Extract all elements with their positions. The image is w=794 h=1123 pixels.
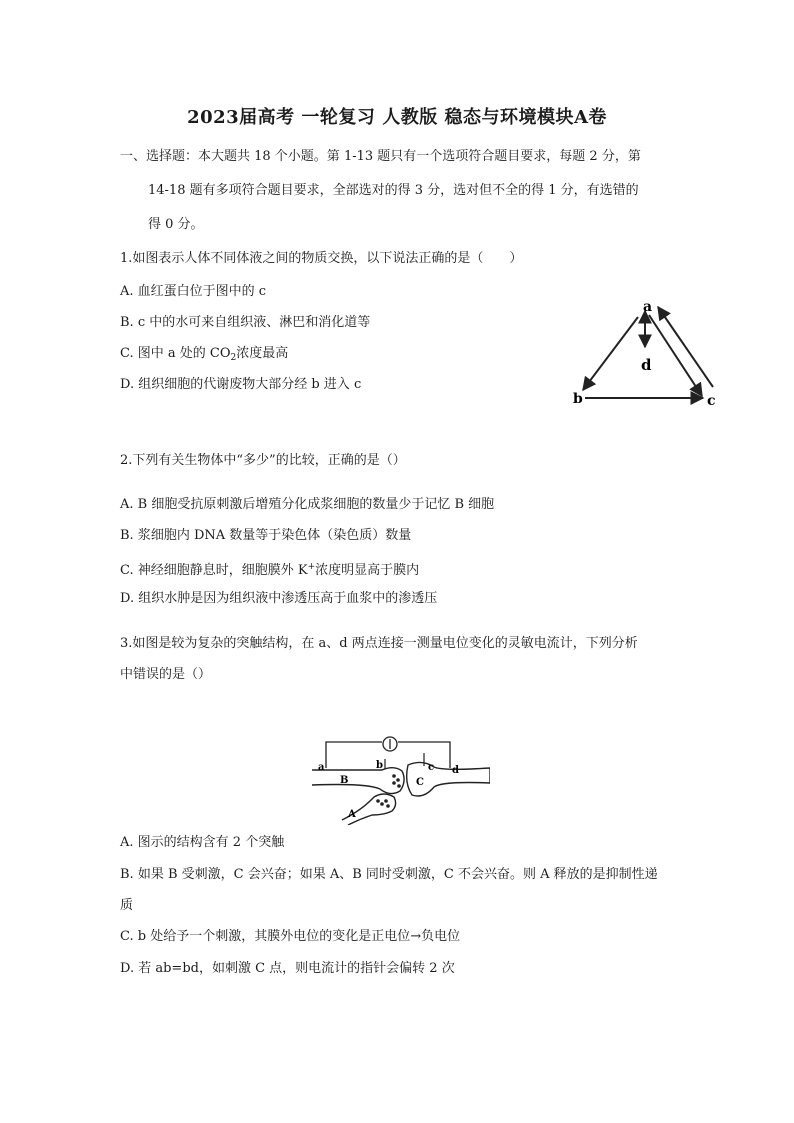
q1-option-b: B. c 中的水可来自组织液、淋巴和消化道等 — [120, 315, 371, 330]
q1-option-c-text: C. 图中 a 处的 CO — [120, 346, 231, 361]
section-instructions-line-2: 14-18 题有多项符合题目要求，全部选对的得 3 分，选对但不全的得 1 分，有选错的 — [148, 183, 639, 198]
section-instructions-line-1: 一、选择题：本大题共 18 个小题。第 1-13 题只有一个选项符合题目要求，每题 2 分，第 — [120, 149, 641, 164]
q2-option-c-text-end: 浓度明显高于膜内 — [315, 563, 420, 578]
q1-option-c-subscript: 2 — [230, 353, 237, 363]
vesicle — [376, 799, 380, 803]
q3-synapse-diagram — [312, 735, 490, 825]
vesicle — [380, 802, 384, 806]
vesicle — [396, 778, 400, 782]
q1-option-a: A. 血红蛋白位于图中的 c — [120, 284, 267, 299]
arrow-a-to-c — [649, 315, 702, 396]
vesicle — [392, 781, 396, 785]
arrow-c-to-a — [658, 307, 713, 387]
q1-option-c — [120, 345, 288, 367]
label-d: d — [452, 765, 459, 776]
q3-option-c: C. b 处给予一个刺激，其膜外电位的变化是正电位→负电位 — [120, 929, 461, 944]
vesicle — [386, 804, 390, 808]
q3-option-b-line-2: 质 — [120, 898, 134, 913]
q2-option-d: D. 组织水肿是因为组织液中渗透压高于血浆中的渗透压 — [120, 591, 438, 606]
q3-option-d: D. 若 ab=bd，如刺激 C 点，则电流计的指针会偏转 2 次 — [120, 961, 455, 976]
q3-option-a: A. 图示的结构含有 2 个突触 — [120, 835, 285, 850]
label-c: c — [428, 762, 435, 773]
q2-option-c-text: C. 神经细胞静息时，细胞膜外 K — [120, 563, 308, 578]
q2-option-b: B. 浆细胞内 DNA 数量等于染色体（染色质）数量 — [120, 528, 412, 543]
q1-stem: 1.如图表示人体不同体液之间的物质交换，以下说法正确的是（ ） — [120, 251, 523, 266]
label-c: c — [707, 393, 716, 409]
label-d: d — [641, 356, 652, 374]
label-b: b — [376, 760, 383, 771]
q2-option-c-superscript: + — [307, 562, 316, 572]
galvanometer-wire — [326, 742, 382, 768]
vesicle — [384, 799, 388, 803]
q2-option-c — [120, 558, 419, 580]
label-neuron-a: A — [348, 809, 356, 820]
q1-fluid-exchange-diagram — [565, 295, 725, 410]
q3-stem-line-1: 3.如图是较为复杂的突触结构，在 a、d 两点连接一测量电位变化的灵敏电流计，下列分析 — [120, 636, 638, 651]
label-neuron-b: B — [340, 775, 349, 786]
label-b: b — [573, 391, 583, 407]
label-a: a — [318, 762, 325, 773]
vesicle — [397, 784, 401, 788]
label-a: a — [643, 299, 653, 315]
q2-option-a: A. B 细胞受抗原刺激后增殖分化成浆细胞的数量少于记忆 B 细胞 — [120, 497, 495, 512]
neuron-b-axon — [312, 768, 404, 794]
section-instructions-line-3: 得 0 分。 — [148, 217, 204, 232]
q3-stem-line-2: 中错误的是（） — [120, 667, 212, 682]
vesicle — [392, 774, 396, 778]
label-neuron-c: C — [416, 777, 424, 788]
arrow-a-to-b — [583, 317, 638, 390]
page-title: 2023届高考 一轮复习 人教版 稳态与环境模块A卷 — [187, 107, 607, 128]
q2-stem: 2.下列有关生物体中“多少”的比较，正确的是（） — [120, 453, 406, 468]
q3-option-b-line-1: B. 如果 B 受刺激，C 会兴奋；如果 A、B 同时受刺激，C 不会兴奋。则 A 释放的是抑制性递 — [120, 867, 658, 882]
q1-option-c-text-end: 浓度最高 — [236, 346, 289, 361]
q1-option-d: D. 组织细胞的代谢废物大部分经 b 进入 c — [120, 377, 362, 392]
